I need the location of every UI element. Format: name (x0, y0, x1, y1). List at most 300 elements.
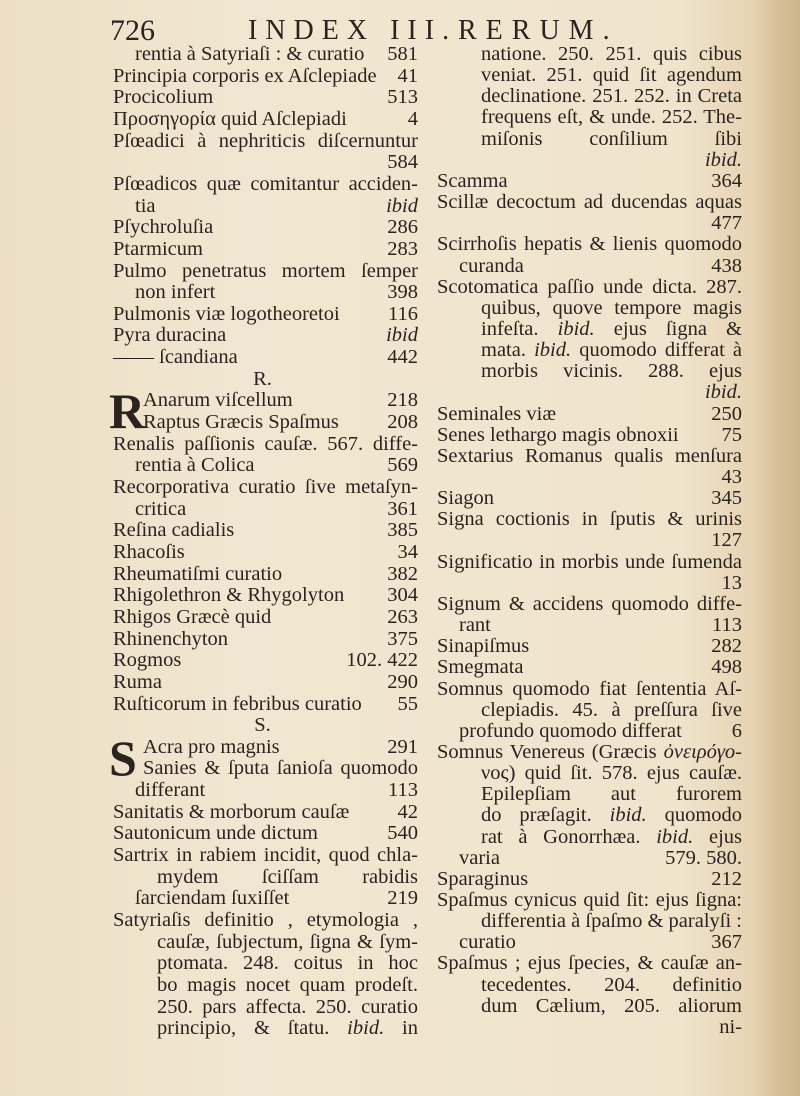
index-line (437, 508, 742, 530)
entry-term: quibus, quove tempore magis (481, 296, 742, 319)
page-reference: ni- (719, 1015, 742, 1038)
page-reference: 75 (721, 423, 742, 446)
entry-term: Sparaginus (437, 867, 529, 890)
page-reference: 282 (711, 635, 742, 658)
page-reference: 398 (387, 281, 418, 304)
entry-term: Pulmo penetratus mortem ſemper (113, 259, 418, 282)
index-line (437, 191, 742, 213)
index-line (437, 720, 742, 742)
index-line (437, 699, 742, 721)
entry-text (113, 822, 318, 844)
index-line (113, 779, 418, 801)
entry-text (437, 720, 682, 742)
entry-term: Spaſmus cynicus quid ſit: ejus ſigna: (437, 889, 742, 911)
page-reference: 13 (721, 571, 742, 594)
index-line (437, 424, 742, 446)
entry-text (113, 498, 186, 520)
entry-text (437, 741, 742, 763)
index-line (437, 635, 742, 657)
entry-continuation: in (402, 1017, 418, 1040)
page-reference: 579. 580. (665, 846, 742, 869)
index-line (437, 318, 742, 340)
entry-text (113, 433, 418, 455)
page-reference: 55 (397, 692, 418, 715)
entry-text (459, 339, 742, 361)
page-reference: 345 (711, 487, 742, 510)
entry-text (113, 65, 377, 87)
entry-continuation: ejus (708, 825, 742, 848)
entry-text (113, 238, 203, 260)
index-line (113, 1017, 418, 1039)
entry-term: S. (254, 714, 271, 737)
entry-italic: ibid. (557, 317, 595, 340)
index-line (437, 762, 742, 784)
index-line (113, 628, 418, 650)
index-line (113, 649, 418, 671)
entry-text (459, 360, 742, 382)
entry-text (113, 887, 289, 909)
entry-text (437, 191, 742, 213)
page-reference: 581 (387, 43, 418, 65)
entry-text (437, 847, 500, 869)
index-line (437, 255, 742, 277)
entry-term: Senes lethargo magis obnoxii (437, 423, 679, 446)
entry-text (143, 757, 418, 779)
entry-text (437, 255, 524, 277)
entry-text (459, 43, 742, 65)
page-reference: 42 (397, 800, 418, 823)
entry-term: tecedentes. 204. definitio (481, 973, 742, 996)
entry-term: bo magis nocet quam prodeſt. (157, 973, 418, 996)
entry-text (113, 173, 418, 195)
entry-italic: ibid. (656, 825, 694, 848)
entry-text (113, 86, 213, 108)
entry-text (459, 128, 742, 150)
index-line (437, 128, 742, 150)
index-line (437, 614, 742, 636)
entry-term: frequens eſt, & unde. 252. The- (481, 106, 742, 129)
page-reference (271, 714, 277, 736)
entry-term: declinatione. 251. 252. in Creta (481, 85, 742, 108)
index-line (437, 974, 742, 996)
index-line (113, 43, 418, 65)
index-line (437, 826, 742, 848)
entry-term: Siagon (437, 487, 494, 510)
page-reference: 291 (387, 735, 418, 758)
entry-term: Scamma (437, 169, 508, 192)
entry-term: Raptus Græcis Spaſmus (143, 411, 339, 434)
page-reference: 304 (387, 584, 418, 607)
page-reference: 513 (387, 86, 418, 109)
entry-text (459, 995, 742, 1017)
entry-term: Pyra duracina (113, 324, 227, 347)
entry-term: Rhacoſis (113, 540, 185, 563)
entry-text (437, 233, 742, 255)
index-line (113, 757, 418, 779)
index-line (113, 693, 418, 715)
entry-text (113, 519, 234, 541)
index-line (437, 276, 742, 298)
index-line (437, 868, 742, 890)
entry-text (437, 656, 524, 678)
entry-term: non infert (135, 281, 216, 304)
entry-term: —— ſcandiana (113, 346, 238, 369)
entry-term: Pſychroluſia (113, 216, 214, 239)
entry-text (437, 551, 742, 573)
section-letter (113, 368, 418, 390)
index-line (113, 389, 418, 411)
entry-term: Epilepſiam aut furorem (481, 783, 742, 806)
entry-text (113, 476, 418, 498)
entry-term: natione. 250. 251. quis cibus (481, 43, 742, 65)
index-line (113, 476, 418, 498)
page-reference: 219 (387, 887, 418, 910)
index-line (437, 297, 742, 319)
page-reference: 361 (387, 497, 418, 520)
index-line (113, 411, 418, 433)
drop-cap-letter: R (109, 383, 146, 440)
index-line (113, 151, 418, 173)
page-reference: 286 (387, 216, 418, 239)
entry-term: Rogmos (113, 649, 182, 672)
entry-text (113, 411, 339, 433)
entry-text (113, 736, 280, 758)
entry-text (437, 403, 556, 425)
index-line (113, 130, 418, 152)
entry-text (113, 693, 362, 715)
entry-term: Sautonicum unde dictum (113, 822, 318, 845)
index-line (113, 563, 418, 585)
entry-text (437, 868, 528, 890)
page-reference: 208 (387, 411, 418, 434)
entry-term: profundo quomodo differat (459, 719, 682, 742)
entry-text (437, 593, 742, 615)
index-line (113, 454, 418, 476)
running-head-left: INDEX III. (248, 15, 458, 46)
index-line (437, 529, 742, 551)
page-reference (380, 195, 418, 217)
index-line (437, 466, 742, 488)
index-line (113, 801, 418, 823)
index-line (113, 86, 418, 108)
entry-term: rant (459, 614, 491, 637)
page-reference: 212 (711, 867, 742, 890)
entry-text (437, 508, 742, 530)
entry-text (459, 804, 742, 826)
entry-term: Spaſmus ; ejus ſpecies, & cauſæ an- (437, 952, 742, 975)
index-line (437, 804, 742, 826)
index-line (113, 931, 418, 953)
page-reference: 569 (387, 454, 418, 477)
entry-text (437, 445, 742, 467)
entry-text (437, 487, 494, 509)
index-line (437, 889, 742, 911)
index-line (437, 910, 742, 932)
index-line (437, 233, 742, 255)
index-line (113, 238, 418, 260)
index-line (113, 584, 418, 606)
entry-text (113, 671, 162, 693)
entry-term: Principia corporis ex Aſclepiade (113, 64, 377, 87)
entry-term: rentia à Colica (135, 454, 255, 477)
entry-term: varia (459, 846, 500, 869)
index-line (113, 216, 418, 238)
index-line (437, 572, 742, 594)
page-reference: 382 (387, 562, 418, 585)
index-line (437, 170, 742, 192)
entry-continuation: quomodo (664, 804, 742, 827)
entry-term: critica (135, 497, 187, 520)
index-line (113, 281, 418, 303)
index-line (113, 195, 418, 217)
entry-term: R. (253, 367, 272, 390)
entry-term: Sartrix in rabiem incidit, quod chla- (113, 844, 418, 867)
entry-text (459, 699, 742, 721)
entry-term: Significatio in morbis unde ſumenda (437, 550, 742, 573)
entry-text (113, 454, 255, 476)
entry-term: clepiadis. 45. à preſſura ſive (481, 698, 742, 721)
index-line (437, 678, 742, 700)
entry-text (113, 563, 282, 585)
entry-term: Acra pro magnis (143, 735, 280, 758)
entry-text (135, 974, 418, 996)
entry-text (113, 541, 185, 563)
entry-term: do præſagit. (481, 804, 592, 827)
page-reference: 113 (712, 614, 742, 637)
entry-term: Προσηγορία quid Aſclepiadi (113, 107, 347, 130)
page-reference-ibid: ibid (386, 194, 418, 217)
page-reference: 41 (397, 64, 418, 87)
entry-term: cauſæ, ſubjectum, ſigna & ſym- (157, 930, 418, 953)
entry-term: veniat. 251. quid ſit agendum (481, 64, 742, 87)
entry-term: Rheumatiſmi curatio (113, 562, 283, 585)
index-line (113, 260, 418, 282)
index-line (113, 844, 418, 866)
entry-term: mata. (481, 339, 526, 362)
entry-text (113, 649, 181, 671)
entry-text (437, 424, 679, 446)
page-reference: 367 (711, 931, 742, 954)
entry-term: Somnus Venereus (Græcis (437, 740, 657, 763)
index-line (437, 381, 742, 403)
index-line (437, 995, 742, 1017)
entry-text (437, 889, 742, 911)
section-letter (113, 714, 418, 736)
entry-text (437, 276, 742, 298)
page-reference: 102. 422 (346, 649, 418, 672)
entry-term: Signum & accidens quomodo diffe- (437, 592, 742, 615)
entry-text (135, 931, 418, 953)
entry-term: Recorporativa curatio ſive metaſyn- (113, 476, 418, 498)
entry-italic: ibid. (534, 339, 572, 362)
entry-term: Rhigolethron & Rhygolyton (113, 584, 345, 607)
entry-text (113, 628, 228, 650)
index-line (437, 783, 742, 805)
page-reference: 540 (387, 822, 418, 845)
entry-text (113, 108, 347, 130)
entry-term: Sinapiſmus (437, 635, 530, 658)
page-reference (272, 368, 278, 390)
index-line (437, 487, 742, 509)
entry-text (113, 43, 364, 65)
entry-term: Ptarmicum (113, 237, 203, 260)
entry-continuation: quomodo differat à (579, 339, 742, 362)
index-line (437, 149, 742, 171)
index-line (437, 212, 742, 234)
entry-text (459, 318, 742, 340)
page-reference: 364 (711, 169, 742, 192)
page-reference: 263 (387, 605, 418, 628)
page-reference (699, 149, 742, 171)
entry-text (253, 368, 272, 390)
entry-term: Satyriaſis definitio , etymologia , (113, 909, 418, 931)
entry-term: Sanies & ſputa ſanioſa quomodo (143, 757, 418, 780)
entry-text (113, 216, 213, 238)
entry-term: νος) quid ſit. 578. ejus cauſæ. (481, 762, 742, 785)
index-line (113, 887, 418, 909)
index-line (437, 1016, 742, 1038)
entry-term: Somnus quomodo fiat ſententia Aſ- (437, 677, 742, 700)
page-reference: 250 (711, 402, 742, 425)
entry-term: Anarum viſcellum (143, 389, 293, 412)
index-line (437, 593, 742, 615)
entry-term: Sextarius Romanus qualis menſura (437, 444, 742, 467)
entry-term: tia (135, 194, 156, 217)
entry-text (437, 678, 742, 700)
page-reference: 43 (721, 466, 742, 488)
entry-term: dum Cælium, 205. aliorum (481, 994, 742, 1017)
entry-term: Ruma (113, 670, 162, 693)
entry-term: ſarciendam ſuxiſſet (135, 887, 290, 910)
index-line (437, 85, 742, 107)
entry-text (437, 952, 742, 974)
entry-term: infeſta. (481, 317, 539, 340)
entry-term: Renalis paſſionis cauſæ. 567. diffe- (113, 432, 418, 455)
entry-term: Signa coctionis in ſputis & urinis (437, 508, 742, 531)
page-reference: 438 (711, 254, 742, 277)
entry-text (459, 297, 742, 319)
entry-text (437, 931, 516, 953)
page-reference: 290 (387, 670, 418, 693)
entry-term: mydem ſciſſam rabidis (157, 865, 418, 888)
index-line (437, 741, 742, 763)
entry-text (135, 996, 418, 1018)
entry-term: morbis vicinis. 288. ejus (481, 360, 742, 383)
page-reference: 283 (387, 237, 418, 260)
entry-continuation: ejus ſigna & (613, 317, 742, 340)
index-line (437, 847, 742, 869)
page-reference: 498 (711, 656, 742, 679)
page-reference: 218 (387, 389, 418, 412)
index-line (437, 64, 742, 86)
index-line (113, 433, 418, 455)
index-line (113, 974, 418, 996)
entry-text (459, 910, 742, 932)
entry-term: Ruſticorum in febribus curatio (113, 692, 362, 715)
page-reference: 6 (731, 719, 742, 742)
running-head-right: RERUM. (458, 15, 619, 46)
entry-term: Pſœadici à nephriticis diſcernuntur (113, 129, 418, 152)
index-line (113, 822, 418, 844)
page-reference-ibid: ibid. (704, 381, 742, 404)
index-line (113, 606, 418, 628)
entry-text (113, 584, 344, 606)
entry-italic: ὀνειρόγο- (663, 740, 742, 763)
entry-term: principio, & ſtatu. (157, 1017, 330, 1040)
entry-text (135, 866, 418, 888)
entry-term: Sanitatis & morborum cauſæ (113, 800, 350, 823)
entry-text (459, 106, 742, 128)
entry-term: rat à Gonorrhæa. (481, 825, 641, 848)
entry-text (437, 635, 529, 657)
entry-text (459, 64, 742, 86)
entry-text (113, 606, 271, 628)
index-line (113, 519, 418, 541)
entry-term: Smegmata (437, 656, 524, 679)
page-reference: 584 (387, 151, 418, 174)
entry-term: miſonis conſilium ſibi (481, 127, 742, 150)
entry-text (459, 762, 742, 784)
index-line (437, 339, 742, 361)
page-reference-ibid: ibid (386, 324, 418, 347)
entry-text (113, 260, 418, 282)
index-line (113, 173, 418, 195)
entry-term: Procicolium (113, 86, 214, 109)
page-reference: 442 (387, 346, 418, 369)
page-number: 726 (110, 14, 155, 47)
entry-text (113, 779, 205, 801)
index-line (437, 106, 742, 128)
entry-text (113, 801, 349, 823)
page-reference: 113 (388, 779, 418, 802)
index-line (113, 671, 418, 693)
entry-text (135, 1017, 418, 1039)
entry-italic: ibid. (347, 1017, 385, 1040)
index-line (113, 909, 418, 931)
page-reference: 385 (387, 519, 418, 542)
index-line (113, 498, 418, 520)
entry-term: Scirrhoſis hepatis & lienis quomodo (437, 233, 742, 256)
page-reference: 116 (388, 302, 418, 325)
index-line (437, 403, 742, 425)
page-reference: 127 (711, 529, 742, 552)
entry-text (113, 324, 226, 346)
index-line (437, 551, 742, 573)
index-line (113, 952, 418, 974)
entry-term: curatio (459, 931, 516, 954)
entry-term: differant (135, 779, 206, 802)
index-line (113, 736, 418, 758)
index-line (437, 931, 742, 953)
entry-term: Scillæ decoctum ad ducendas aquas (437, 191, 742, 214)
entry-term: curanda (459, 254, 524, 277)
index-line (113, 324, 418, 346)
page-reference: 477 (711, 212, 742, 235)
entry-term: Rhigos Græcè quid (113, 605, 272, 628)
entry-term: 250. pars affecta. 250. curatio (157, 995, 418, 1018)
entry-term: Scotomatica paſſio unde dicta. 287. (437, 275, 742, 298)
entry-term: Rhinenchyton (113, 627, 229, 650)
index-line (113, 108, 418, 130)
entry-text (459, 85, 742, 107)
entry-italic: ibid. (609, 804, 647, 827)
entry-text (459, 974, 742, 996)
drop-cap-letter: S (109, 729, 137, 786)
index-line (437, 43, 742, 65)
index-line (437, 445, 742, 467)
index-line (437, 656, 742, 678)
entry-term: Reſina cadialis (113, 519, 235, 542)
